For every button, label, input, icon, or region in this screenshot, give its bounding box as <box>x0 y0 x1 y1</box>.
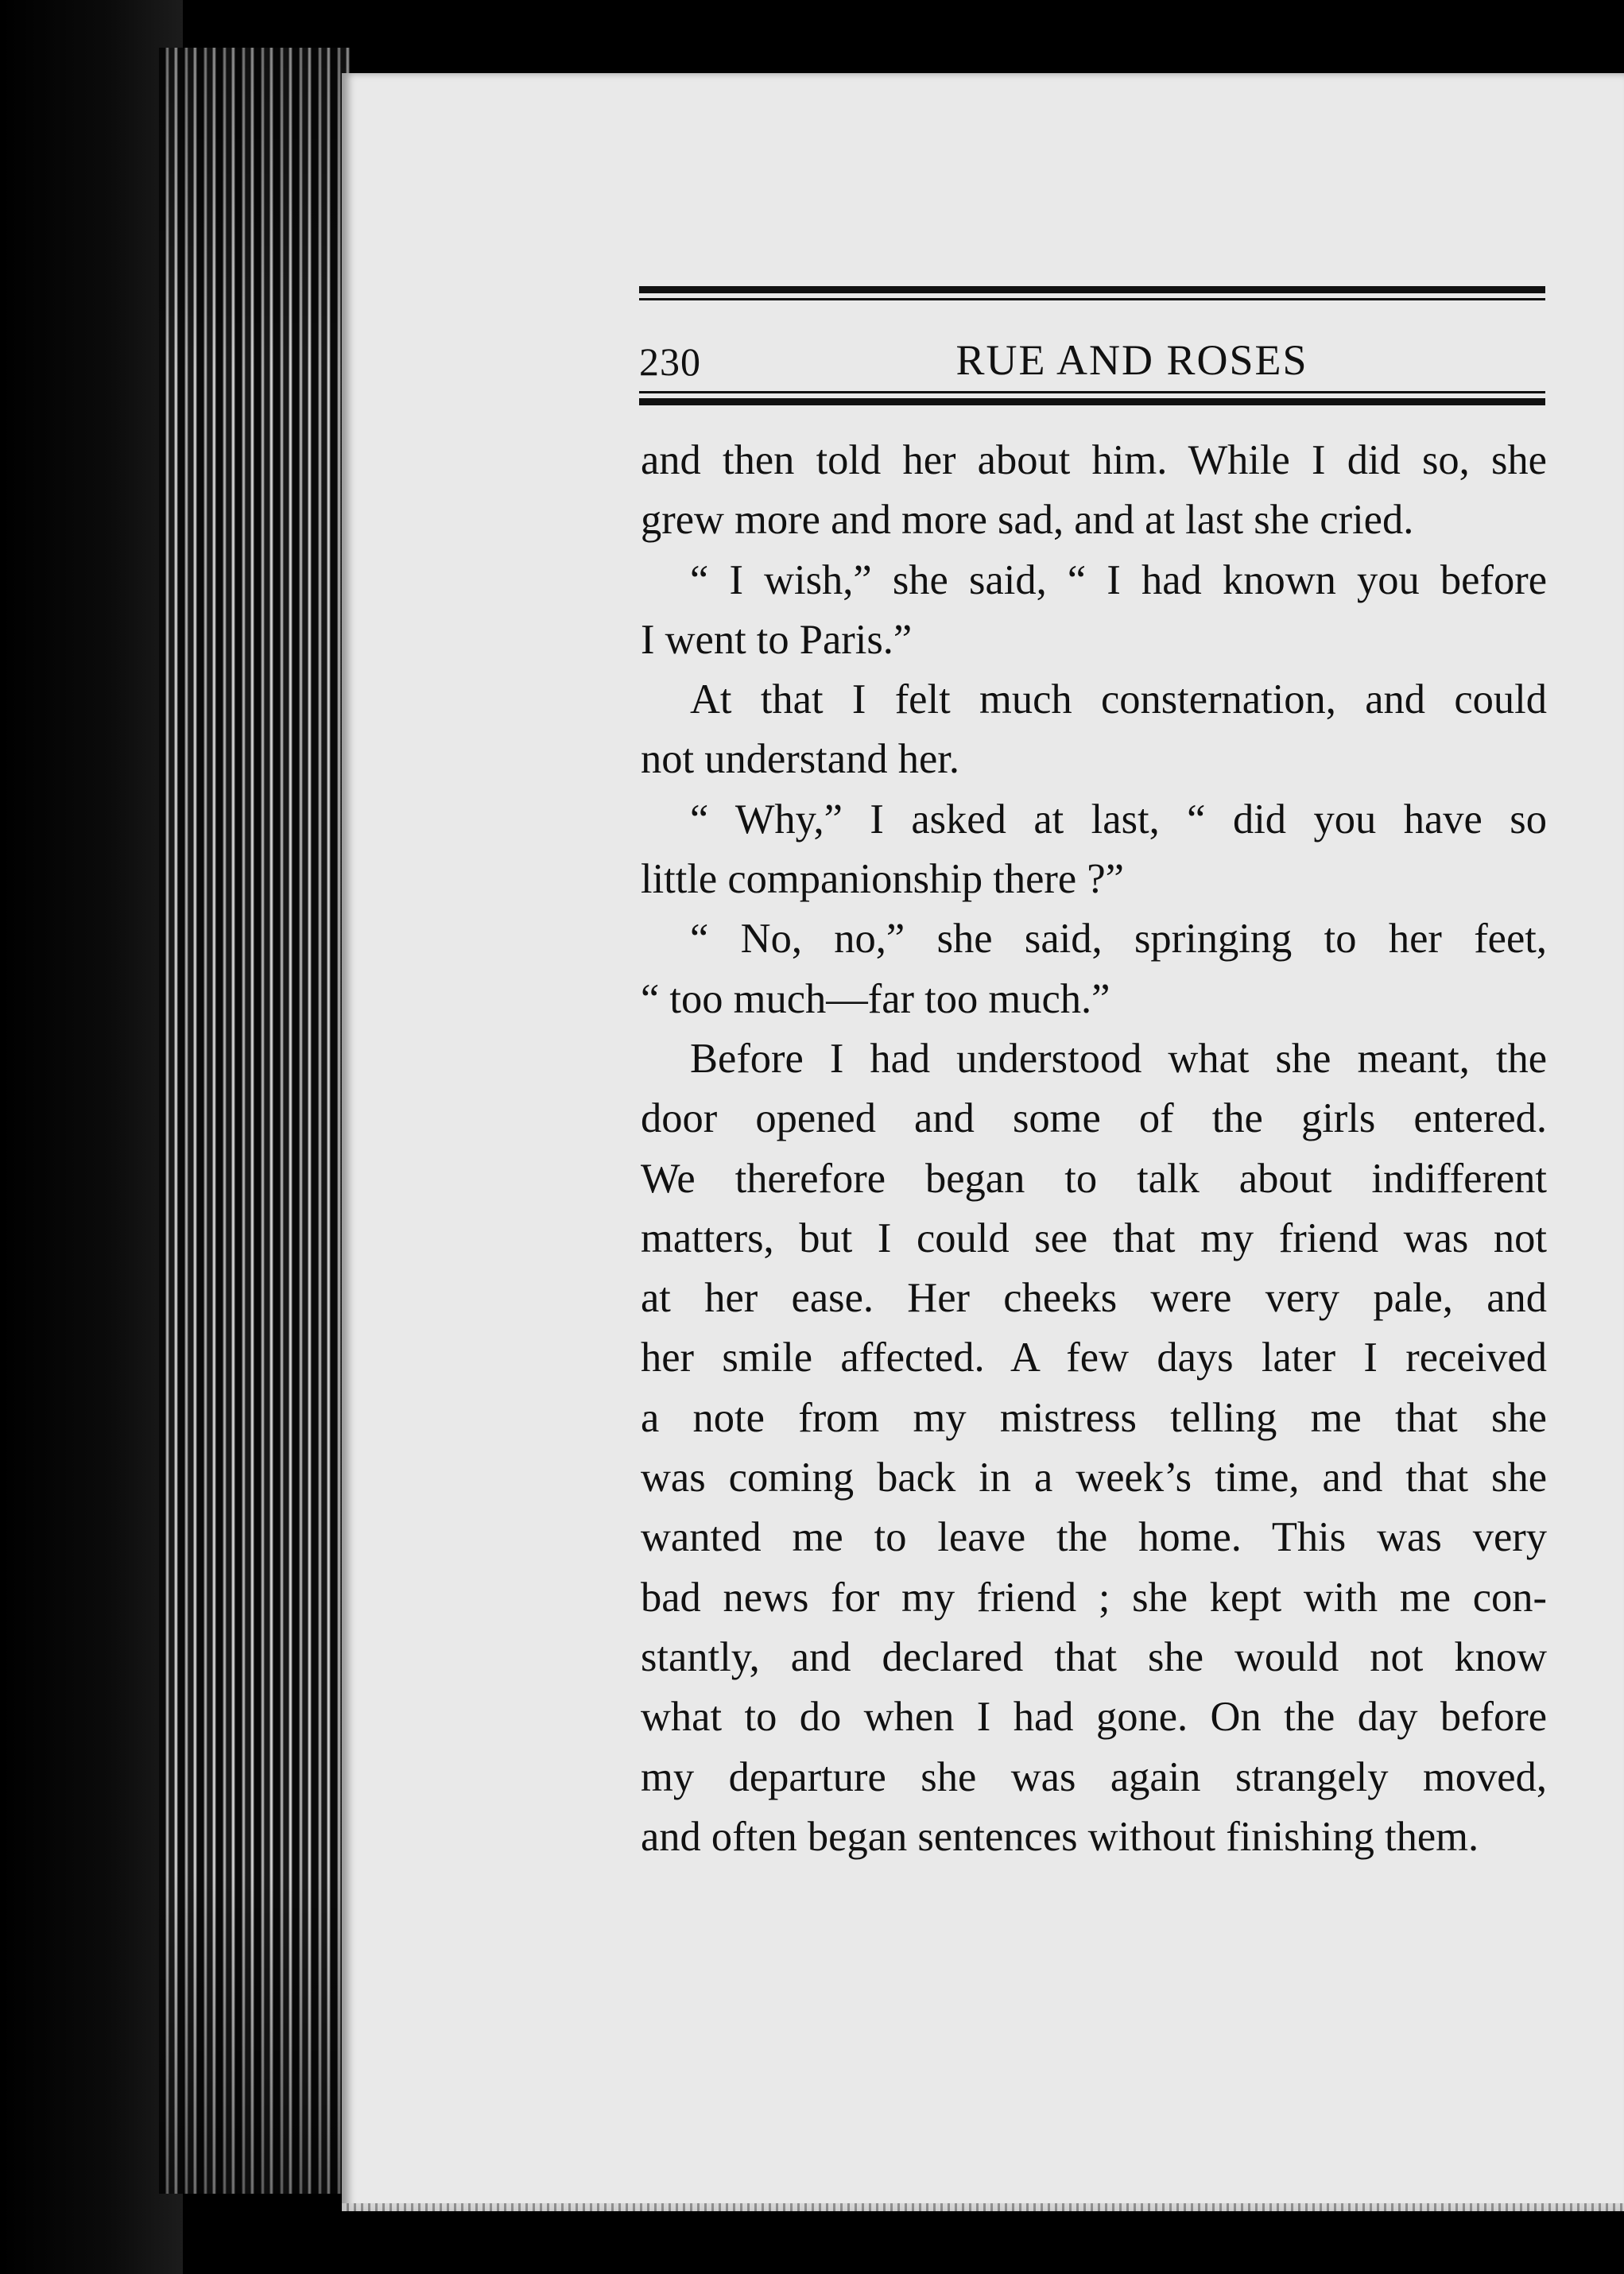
text-line: was coming back in a week’s time, and that she <box>641 1455 1547 1501</box>
text-line: door opened and some of the girls entered. <box>641 1095 1547 1142</box>
text-line: not understand her. <box>641 736 959 783</box>
book-spine-shadow <box>0 0 183 2274</box>
text-line: at her ease. Her cheeks were very pale, and <box>641 1275 1547 1322</box>
text-line: At that I felt much consternation, and could <box>690 676 1547 723</box>
text-line: and often began sentences without finishing them. <box>641 1813 1479 1860</box>
text-line: stantly, and declared that she would not know <box>641 1633 1547 1680</box>
text-line: Before I had understood what she meant, the <box>690 1035 1547 1082</box>
text-line: “ No, no,” she said, springing to her feet, <box>690 916 1547 963</box>
header-row <box>639 300 1545 391</box>
page-edges <box>159 48 350 2194</box>
text-line: bad news for my friend ; she kept with me con- <box>641 1574 1547 1621</box>
text-line: matters, but I could see that my friend was not <box>641 1214 1547 1261</box>
body-text <box>641 431 1547 1867</box>
header-rule-top-thick <box>639 286 1545 293</box>
text-line: “ Why,” I asked at last, “ did you have so <box>690 796 1547 843</box>
text-line: a note from my mistress telling me that she <box>641 1394 1547 1441</box>
text-line: her smile affected. A few days later I received <box>641 1335 1547 1381</box>
text-line: what to do when I had gone. On the day before <box>641 1694 1547 1741</box>
text-line: grew more and more sad, and at last she cried. <box>641 497 1414 544</box>
page-number: 230 <box>639 339 701 384</box>
page-bottom-edge <box>342 2203 1624 2211</box>
running-title: RUE AND ROSES <box>955 336 1308 384</box>
text-line: little companionship there ?” <box>641 856 1124 903</box>
running-header <box>639 286 1545 405</box>
text-line: “ I wish,” she said, “ I had known you before <box>690 556 1547 603</box>
text-line: “ too much—far too much.” <box>641 975 1110 1022</box>
header-rule-bottom-thick <box>639 398 1545 405</box>
text-line: We therefore began to talk about indifferent <box>641 1155 1547 1202</box>
text-line: wanted me to leave the home. This was very <box>641 1514 1547 1561</box>
text-line: I went to Paris.” <box>641 616 913 663</box>
header-rule-bottom-thin <box>639 391 1545 393</box>
text-line: and then told her about him. While I did so, she <box>641 437 1547 483</box>
text-line: my departure she was again strangely moved, <box>641 1753 1547 1800</box>
